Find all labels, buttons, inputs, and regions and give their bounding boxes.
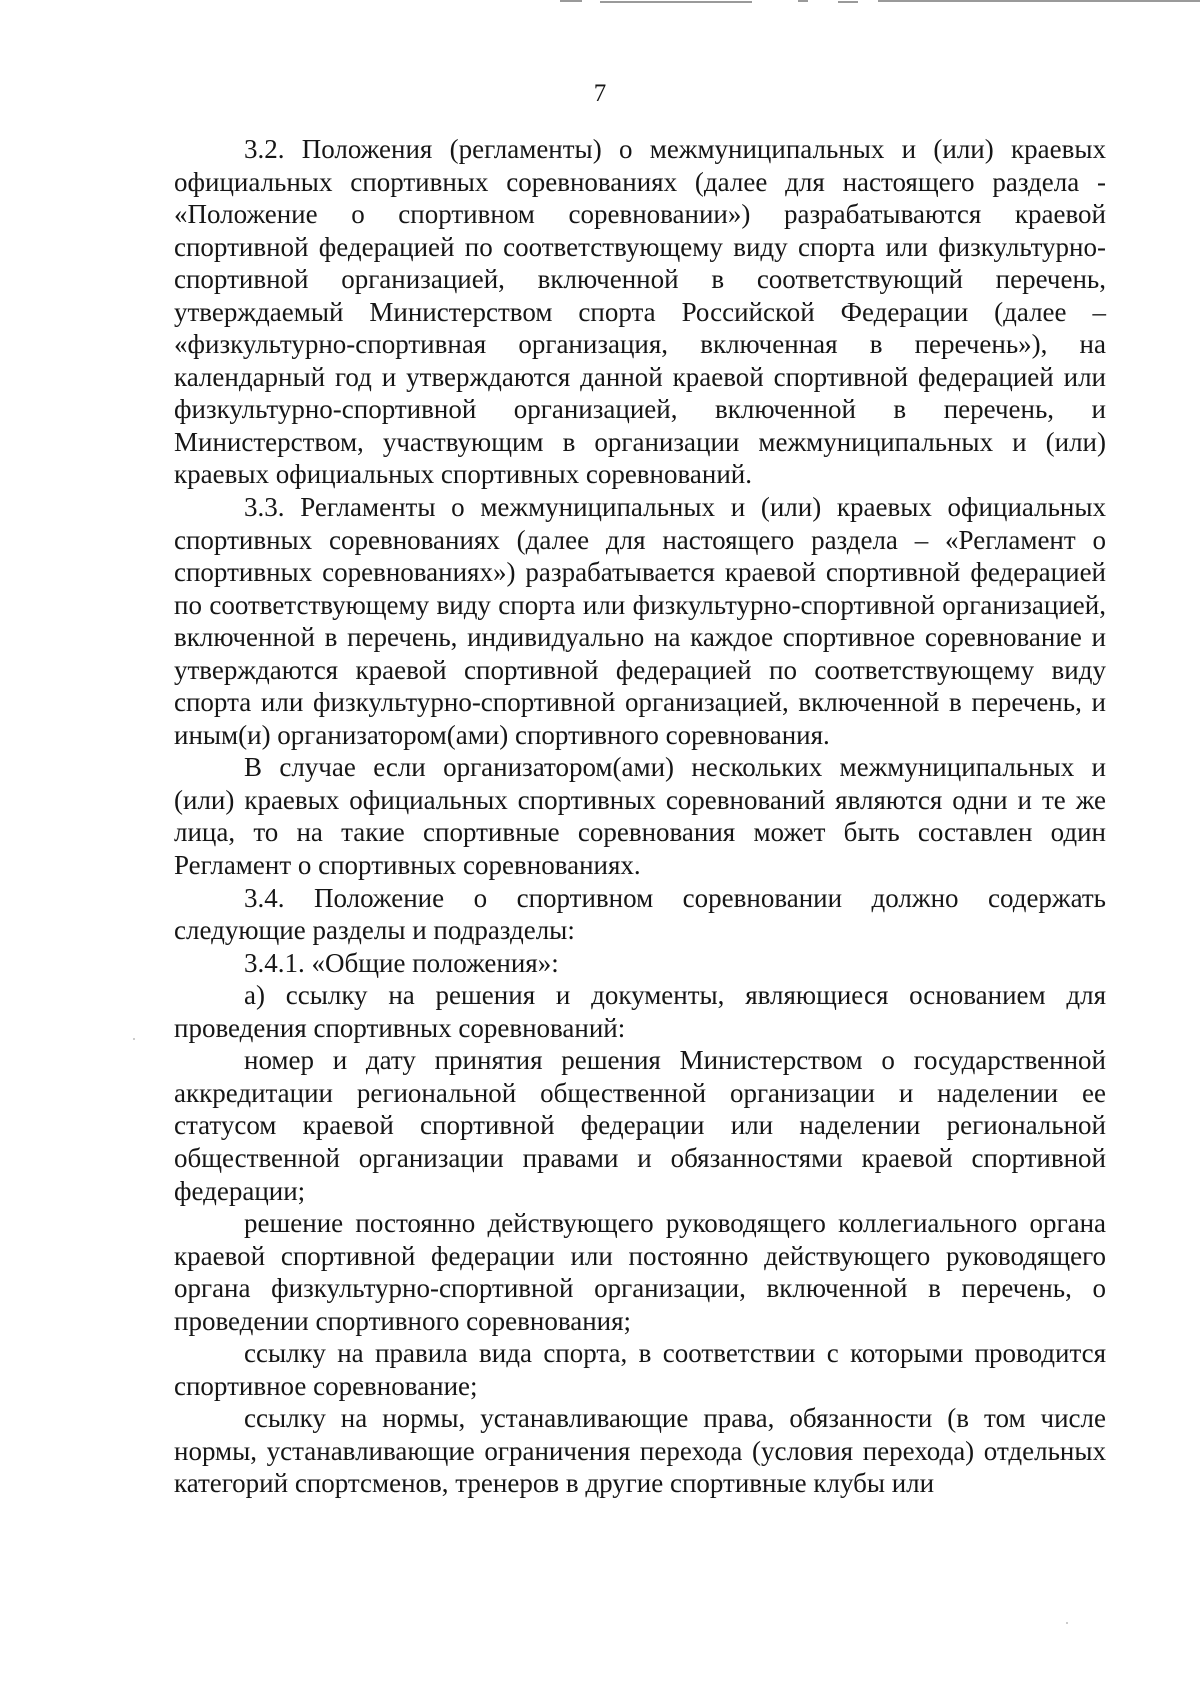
page-number: 7 [593,80,607,107]
paragraph-3-4-1: 3.4.1. «Общие положения»: [244,947,559,978]
paragraph-sport-rules-reference: ссылку на правила вида спорта, в соответствии с которыми проводится спортивное соревнование; [174,1338,1106,1401]
paragraph-3-3: 3.3. Регламенты о межмуниципальных и (или) краевых официальных спортивных соревнованиях (далее для настоящего раздела – «Регламент о спортивных соревнованиях») разрабатывается краевой спортивной федерацией по соответствующему виду спорта или физкультурно-спортивной организацией, включенной в перечень, индивидуально на каждое спортивное соревнование и утверждаются краевой спортивной федерацией по соответствующему виду спорта или физкультурно-спортивной организацией, включенной в перечень, и иным(и) организатором(ами) спортивного соревнования. [174,492,1106,750]
paragraph-accreditation: номер и дату принятия решения Министерством о государственной аккредитации региональной общественной организации и наделении ее статусом краевой спортивной федерации или наделении региональной общественной организации правами и обязанностями краевой спортивной федерации; [174,1045,1106,1206]
scan-top-edge-marks [560,0,1200,6]
document-body [174,133,1106,1500]
scan-speck [1066,1622,1068,1624]
scan-speck [133,1038,135,1040]
paragraph-3-4: 3.4. Положение о спортивном соревновании должно содержать следующие разделы и подразделы: [174,882,1106,946]
paragraph-governing-body-decision: решение постоянно действующего руководящего коллегиального органа краевой спортивной федерации или постоянно действующего руководящего органа физкультурно-спортивной организации, включенной в перечень, о проведении спортивного соревнования; [174,1208,1106,1336]
paragraph-single-regulation: В случае если организатором(ами) нескольких межмуниципальных и (или) краевых официальных спортивных соревнований являются одни и те же лица, то на такие спортивные соревнования может быть составлен один Регламент о спортивных соревнованиях. [174,752,1106,881]
paragraph-3-2: 3.2. Положения (регламенты) о межмуниципальных и (или) краевых официальных спортивных соревнованиях (далее для настоящего раздела - «Положение о спортивном соревновании») разрабатываются краевой спортивной федерацией по соответствующему виду спорта или физкультурно-спортивной организацией, включенной в соответствующий перечень, утверждаемый Министерством спорта Российской Федерации (далее – «физкультурно-спортивная организация, включенная в перечень»), на календарный год и утверждаются данной краевой спортивной федерацией или физкультурно-спортивной организацией, включенной в перечень, и Министерством, участвующим в организации межмуниципальных и (или) краевых официальных спортивных соревнований. [174,134,1106,490]
paragraph-item-a: а) ссылку на решения и документы, являющиеся основанием для проведения спортивных соревнований: [174,980,1106,1043]
paragraph-norms-reference: ссылку на нормы, устанавливающие права, обязанности (в том числе нормы, устанавливающие ограничения перехода (условия перехода) отдельных категорий спортсменов, тренеров в другие спортивные клубы или [174,1403,1106,1499]
